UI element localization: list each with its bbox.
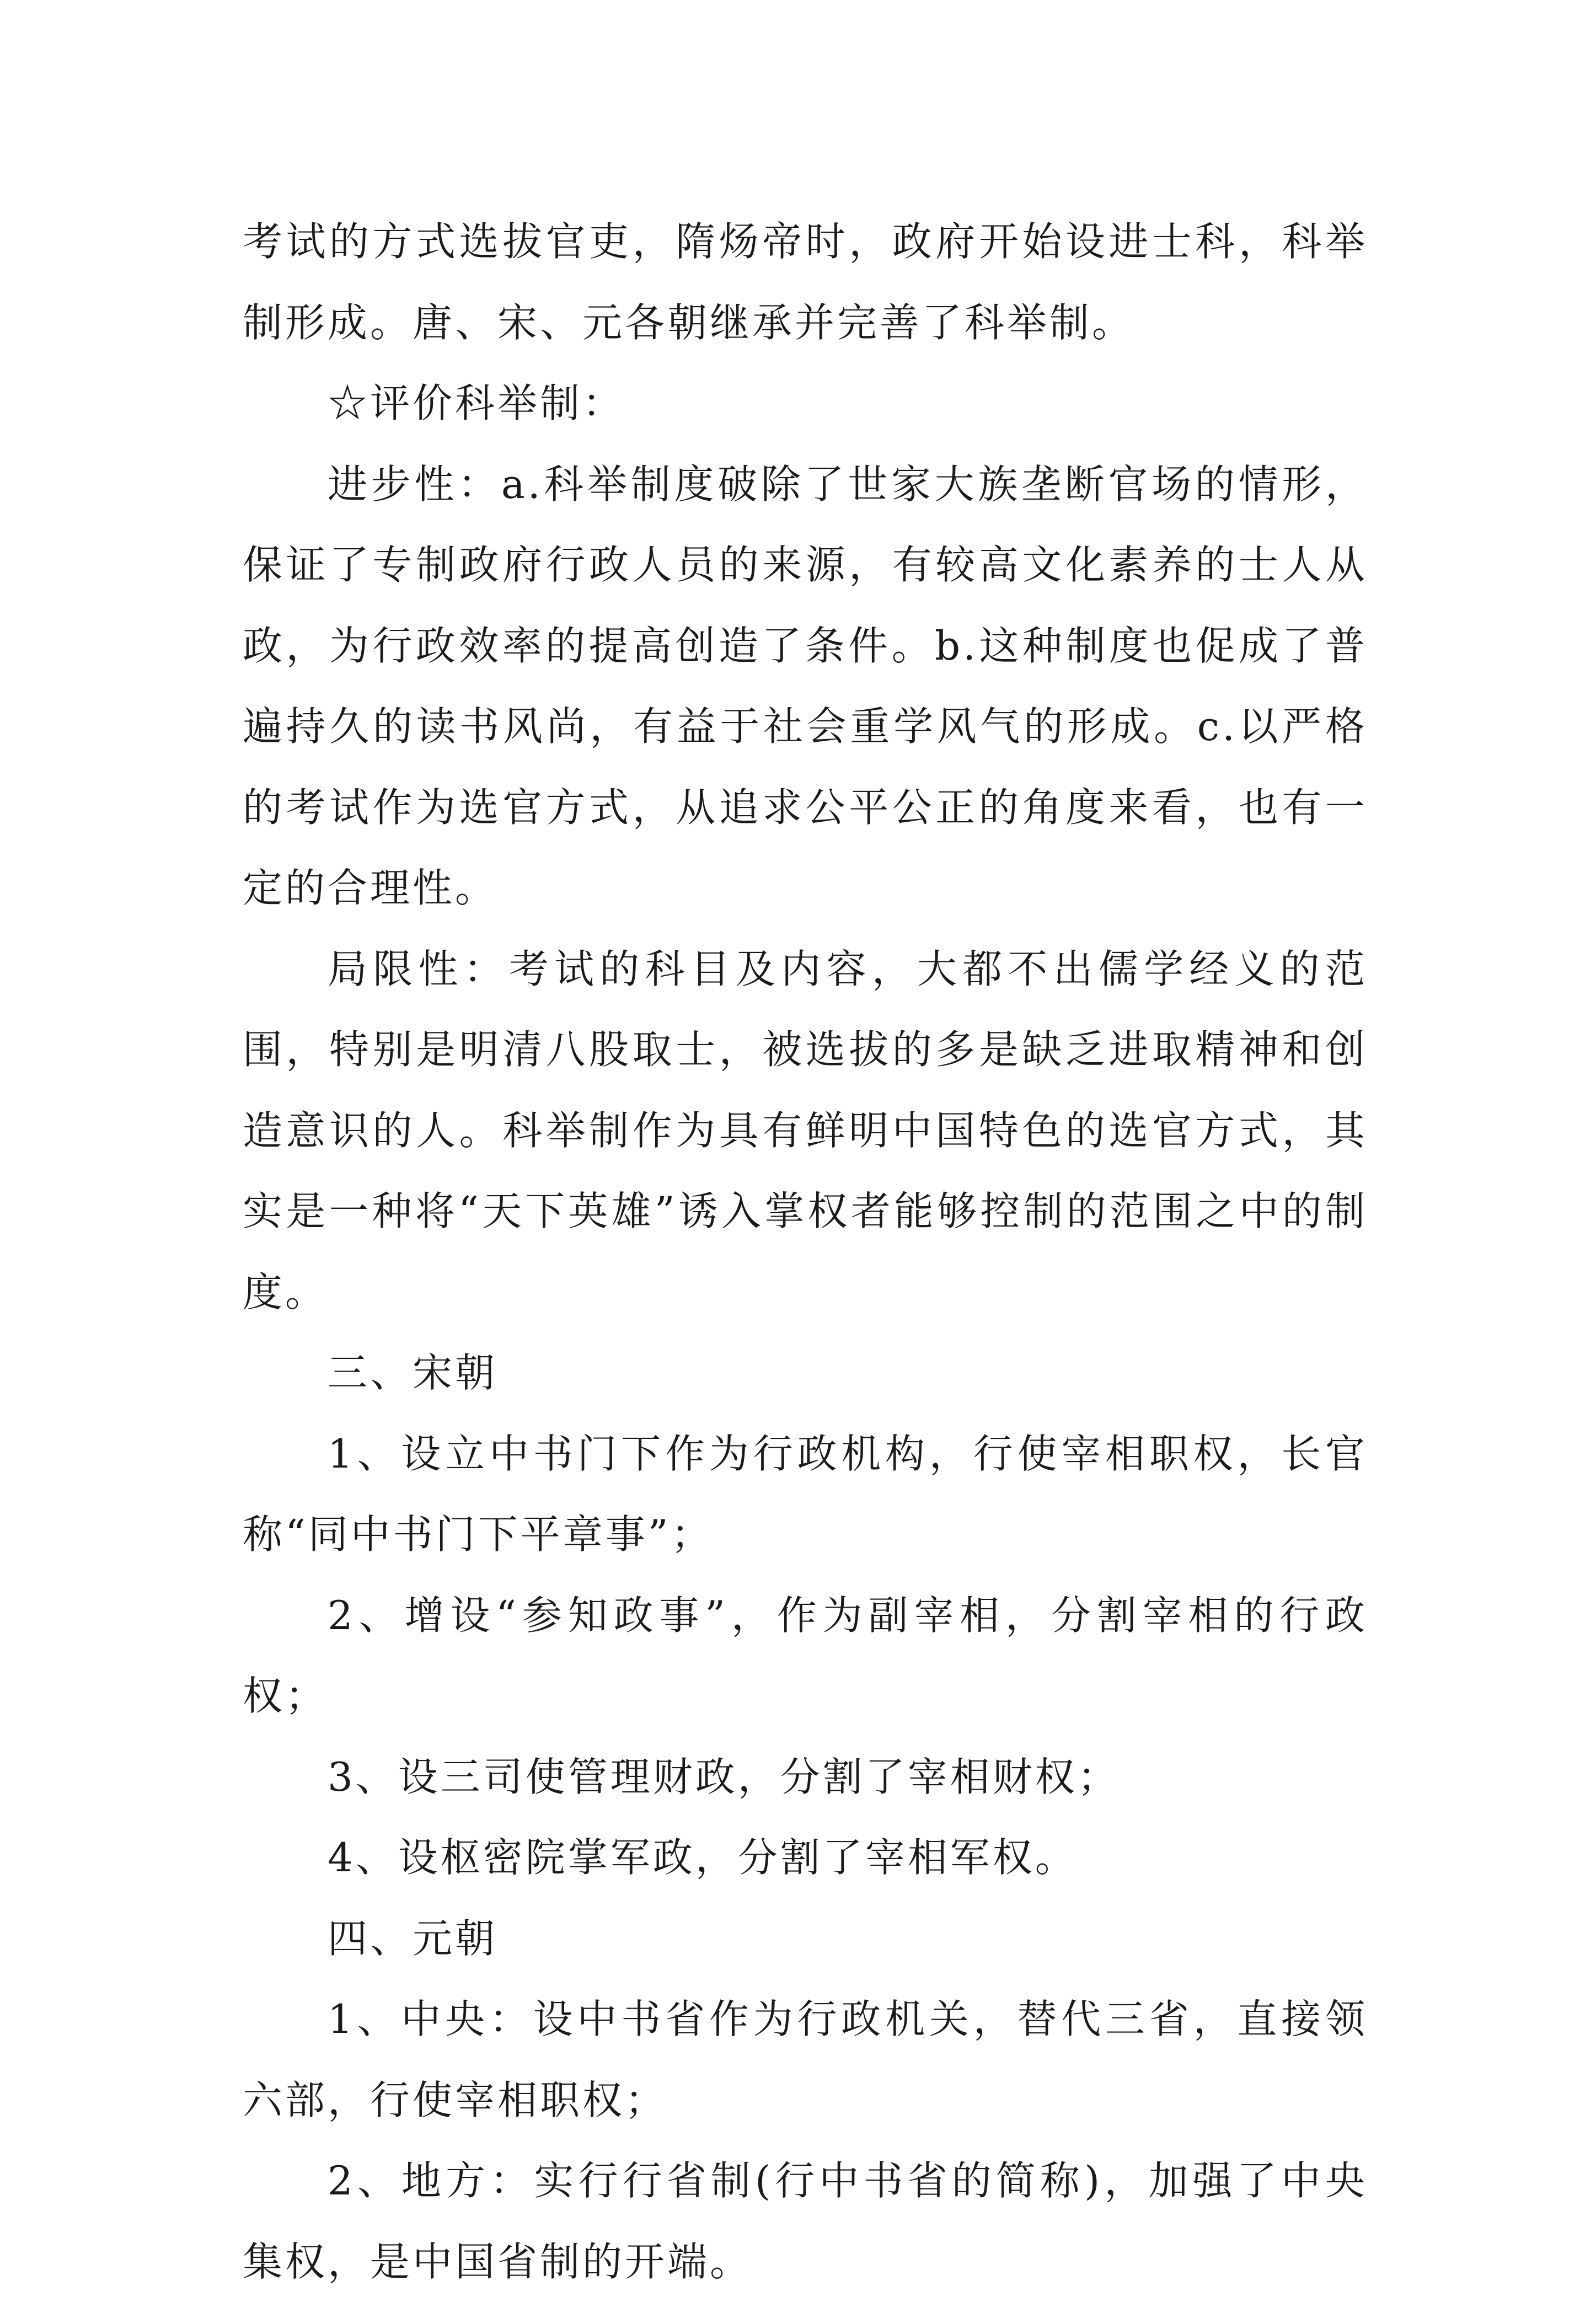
list-item-yuan-2: 2、地方：实行行省制(行中书省的简称)，加强了中央集权，是中国省制的开端。 [243, 2158, 1368, 2285]
section-heading-song-dynasty: 三、宋朝 [328, 1350, 498, 1396]
paragraph-limitations: 局限性：考试的科目及内容，大都不出儒学经义的范围，特别是明清八股取士，被选拔的多是缺乏进取精神和创造意识的人。科举制作为具有鲜明中国特色的选官方式，其实是一种将“天下英雄”诱入掌权者能够控制的范围之中的制度。 [243, 945, 1368, 1315]
list-item-song-2: 2、增设“参知政事”，作为副宰相，分割宰相的行政权； [243, 1592, 1368, 1719]
list-item-song-3: 3、设三司使管理财政，分割了宰相财权； [328, 1753, 1120, 1800]
document-body [243, 201, 1368, 2302]
paragraph-keju-origin: 考试的方式选拔官吏，隋炀帝时，政府开始设进士科，科举制形成。唐、宋、元各朝继承并完善了科举制。 [243, 218, 1368, 346]
list-item-song-1: 1、设立中书门下作为行政机构，行使宰相职权，长官称“同中书门下平章事”； [243, 1430, 1368, 1557]
section-heading-yuan-dynasty: 四、元朝 [328, 1915, 498, 1962]
heading-evaluate-keju: ☆评价科举制： [328, 380, 625, 426]
list-item-song-4: 4、设枢密院掌军政，分割了宰相军权。 [328, 1834, 1078, 1881]
paragraph-progressiveness: 进步性：a.科举制度破除了世家大族垄断官场的情形，保证了专制政府行政人员的来源，有较高文化素养的士人从政，为行政效率的提高创造了条件。b.这种制度也促成了普遍持久的读书风尚，有益于社会重学风气的形成。c.以严格的考试作为选官方式，从追求公平公正的角度来看，也有一定的合理性。 [243, 461, 1368, 911]
list-item-yuan-1: 1、中央：设中书省作为行政机关，替代三省，直接领六部，行使宰相职权； [243, 1996, 1368, 2123]
